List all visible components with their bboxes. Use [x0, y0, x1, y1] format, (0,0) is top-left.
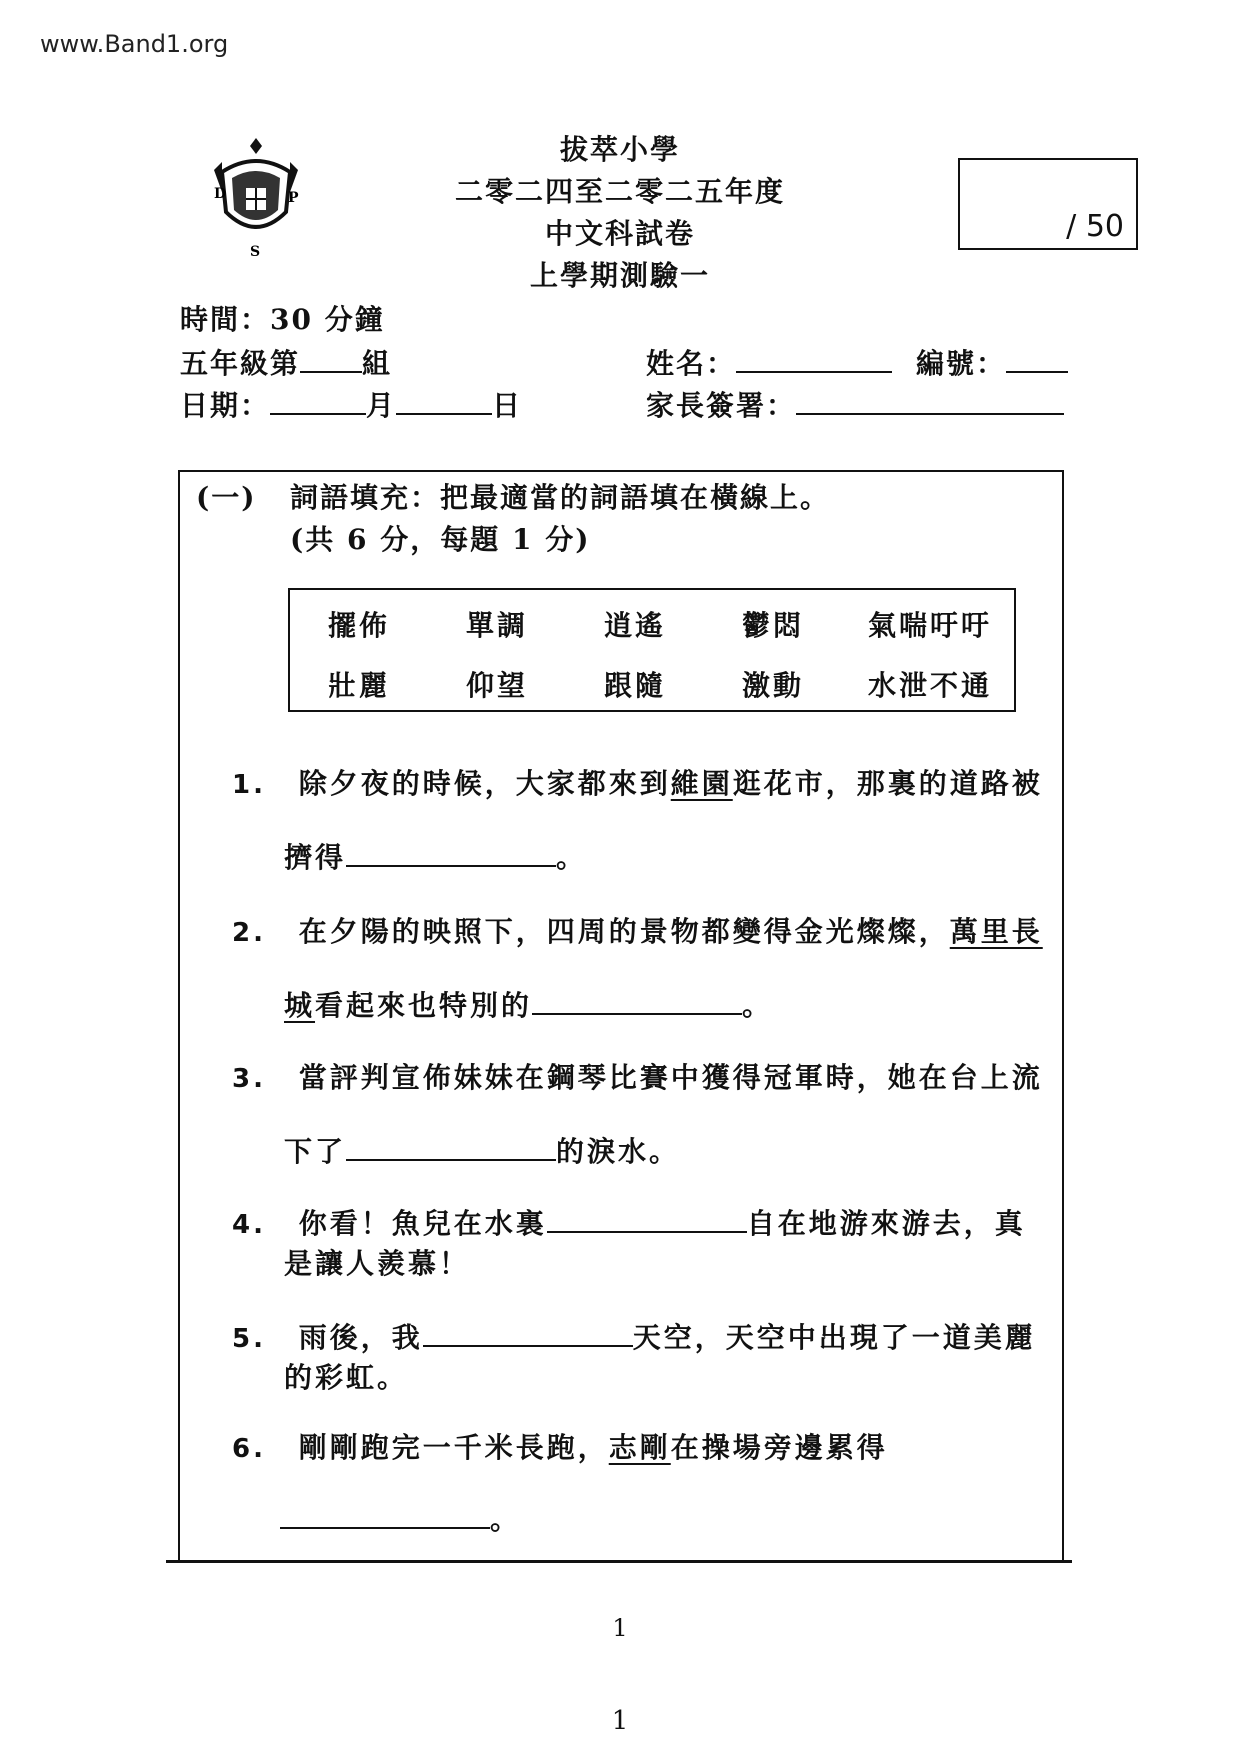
- grade-suffix: 組: [362, 347, 393, 380]
- word-bank-item: 鬱悶: [742, 609, 805, 642]
- question-number: 2.: [232, 918, 266, 948]
- word-bank-item: 激動: [742, 669, 805, 702]
- question-text: 看起來也特別的: [315, 989, 533, 1022]
- question-text: 你看！魚兒在水裏: [298, 1207, 547, 1240]
- question-number: 5.: [232, 1324, 266, 1354]
- question-text: 當評判宣佈妹妹在鋼琴比賽中獲得冠軍時，她在台上流: [298, 1061, 1043, 1094]
- word-bank-item: 跟隨: [604, 669, 667, 702]
- question-4-line-2: [284, 1242, 470, 1282]
- section-bottom-rule: [166, 1560, 1072, 1563]
- proper-noun: 萬里長: [949, 915, 1043, 948]
- question-text: 。: [742, 989, 774, 1022]
- question-number: 4.: [232, 1210, 266, 1240]
- question-4: [232, 1202, 1026, 1242]
- school-year: 二零二四至二零二五年度: [454, 175, 785, 208]
- word-bank-item: 仰望: [466, 669, 529, 702]
- proper-noun: 維園: [670, 767, 733, 800]
- answer-blank-5[interactable]: [423, 1321, 633, 1347]
- question-text: 的彩虹。: [284, 1361, 409, 1394]
- group-field[interactable]: [300, 347, 362, 373]
- question-1-line-2: [284, 836, 587, 876]
- question-text: 剛剛跑完一千米長跑，: [298, 1431, 609, 1464]
- crest-letter-s: S: [250, 244, 261, 260]
- date-line: [180, 384, 522, 424]
- question-text: 在夕陽的映照下，四周的景物都變得金光燦燦，: [298, 915, 950, 948]
- question-5-line-2: [284, 1356, 408, 1396]
- answer-blank-3[interactable]: [346, 1135, 556, 1161]
- day-label: 日: [492, 389, 523, 422]
- number-line: [916, 342, 1068, 382]
- grade-line: [180, 342, 392, 382]
- answer-blank-4[interactable]: [547, 1207, 747, 1233]
- question-text: 擠得: [284, 841, 347, 874]
- word-bank-item: 逍遙: [604, 609, 667, 642]
- grade-prefix: 五年級第: [180, 347, 301, 380]
- signature-line: [646, 384, 1064, 424]
- question-2: [232, 910, 1043, 950]
- question-3: [232, 1056, 1043, 1096]
- signature-field[interactable]: [796, 389, 1064, 415]
- subject-title: 中文科試卷: [544, 217, 695, 250]
- answer-blank-1[interactable]: [346, 841, 556, 867]
- question-text: 逛花市，那裏的道路被: [732, 767, 1043, 800]
- exam-title: 上學期測驗一: [529, 259, 710, 292]
- date-label: 日期：: [180, 389, 271, 422]
- word-bank-item: 壯麗: [328, 669, 391, 702]
- question-text: 。: [556, 841, 588, 874]
- question-5: [232, 1316, 1036, 1356]
- name-line: [646, 342, 892, 382]
- crest-letter-d: D: [214, 186, 227, 202]
- question-3-line-2: [284, 1130, 680, 1170]
- section-number: (一): [196, 481, 257, 514]
- crest-letter-p: P: [288, 190, 299, 206]
- proper-noun: 城: [284, 989, 316, 1022]
- question-text: 除夕夜的時候，大家都來到: [298, 767, 671, 800]
- page-number: 1: [612, 1614, 628, 1642]
- section-heading: 詞語填充：把最適當的詞語填在橫線上。: [290, 481, 831, 514]
- section-marks: (共 6 分，每題 1 分): [290, 523, 591, 556]
- question-text: 在操場旁邊累得: [670, 1431, 888, 1464]
- time-label: 時間：30 分鐘: [180, 303, 385, 336]
- word-bank-item: 擺佈: [328, 609, 391, 642]
- watermark: www.Band1.org: [40, 30, 229, 58]
- number-field[interactable]: [1006, 347, 1068, 373]
- question-1: [232, 762, 1043, 802]
- day-field[interactable]: [396, 389, 492, 415]
- answer-blank-6[interactable]: [280, 1503, 490, 1529]
- month-label: 月: [366, 389, 397, 422]
- proper-noun: 志剛: [608, 1431, 671, 1464]
- page-number-footer: 1: [611, 1706, 629, 1736]
- signature-label: 家長簽署：: [646, 389, 797, 422]
- question-number: 3.: [232, 1064, 266, 1094]
- number-label: 編號：: [916, 347, 1007, 380]
- question-text: 的淚水。: [556, 1135, 681, 1168]
- score-box[interactable]: [958, 158, 1138, 250]
- question-text: 天空，天空中出現了一道美麗: [632, 1321, 1036, 1354]
- question-text: 雨後，我: [298, 1321, 423, 1354]
- question-6-line-2: [280, 1498, 521, 1538]
- question-number: 6.: [232, 1434, 266, 1464]
- question-text: 是讓人羨慕！: [284, 1247, 471, 1280]
- question-2-line-2: [284, 984, 773, 1024]
- month-field[interactable]: [270, 389, 366, 415]
- word-bank-item: 氣喘吁吁: [868, 609, 993, 642]
- total-score: / 50: [1066, 209, 1124, 244]
- question-text: 自在地游來游去，真: [746, 1207, 1026, 1240]
- word-bank-item: 單調: [466, 609, 529, 642]
- question-number: 1.: [232, 770, 266, 800]
- school-name: 拔萃小學: [559, 133, 680, 166]
- name-label: 姓名：: [646, 347, 737, 380]
- question-6: [232, 1426, 888, 1466]
- question-text: 。: [490, 1503, 522, 1536]
- question-text: 下了: [284, 1135, 347, 1168]
- name-field[interactable]: [736, 347, 892, 373]
- answer-blank-2[interactable]: [532, 989, 742, 1015]
- word-bank: [288, 588, 1016, 712]
- word-bank-item: 水泄不通: [868, 669, 993, 702]
